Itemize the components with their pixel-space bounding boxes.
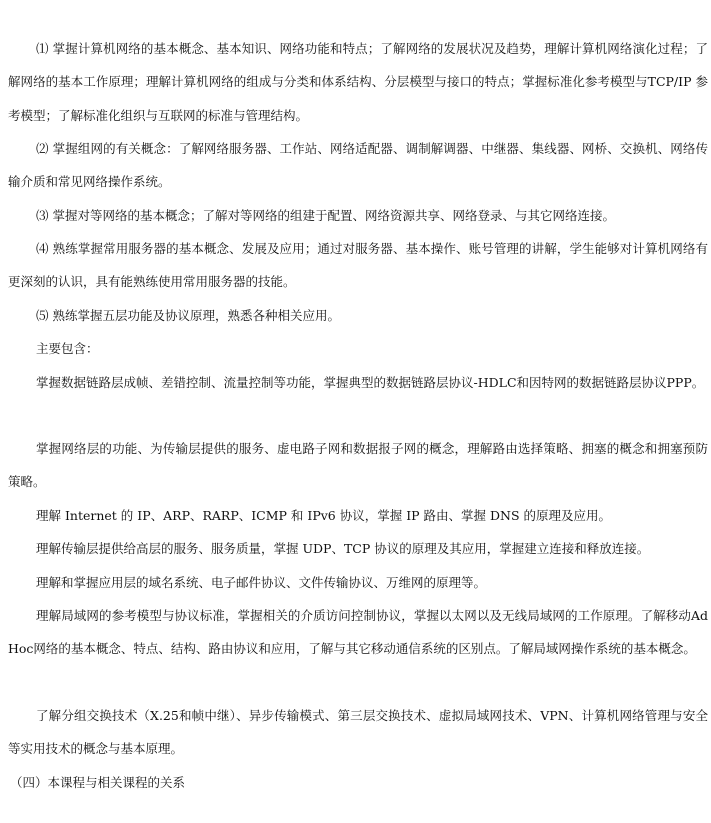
- paragraph-1: ⑴ 掌握计算机网络的基本概念、基本知识、网络功能和特点；了解网络的发展状况及趋势，理解计算机网络演化过程；了解网络的基本工作原理；理解计算机网络的组成与分类和体系结构、分层模型与接口的特点；掌握标准化参考模型与TCP/IP 参考模型；了解标准化组织与互联网的标准与管理结构。: [8, 41, 708, 123]
- paragraph-13: 了解分组交换技术（X.25和帧中继）、异步传输模式、第三层交换技术、虚拟局域网技术、VPN、计算机网络管理与安全等实用技术的概念与基本原理。: [8, 708, 708, 757]
- paragraph-9: 理解 Internet 的 IP、ARP、RARP、ICMP 和 IPv6 协议，掌握 IP 路由、掌握 DNS 的原理及应用。: [36, 508, 611, 523]
- section-heading: （四）本课程与相关课程的关系: [10, 775, 186, 790]
- paragraph-5: ⑸ 熟练掌握五层功能及协议原理，熟悉各种相关应用。: [36, 308, 340, 323]
- paragraph-8: 掌握网络层的功能、为传输层提供的服务、虚电路子网和数据报子网的概念，理解路由选择策略、拥塞的概念和拥塞预防策略。: [8, 441, 708, 490]
- paragraph-11: 理解和掌握应用层的域名系统、电子邮件协议、文件传输协议、万维网的原理等。: [36, 575, 487, 590]
- paragraph-4: ⑷ 熟练掌握常用服务器的基本概念、发展及应用；通过对服务器、基本操作、账号管理的讲解，学生能够对计算机网络有更深刻的认识，具有能熟练使用常用服务器的技能。: [8, 241, 708, 290]
- paragraph-3: ⑶ 掌握对等网络的基本概念；了解对等网络的组建于配置、网络资源共享、网络登录、与其它网络连接。: [36, 208, 615, 223]
- paragraph-7: 掌握数据链路层成帧、差错控制、流量控制等功能，掌握典型的数据链路层协议-HDLC和因特网的数据链路层协议PPP。: [36, 375, 705, 390]
- paragraph-10: 理解传输层提供给高层的服务、服务质量，掌握 UDP、TCP 协议的原理及其应用，掌握建立连接和释放连接。: [36, 541, 650, 556]
- paragraph-6: 主要包含：: [36, 341, 99, 356]
- paragraph-12: 理解局域网的参考模型与协议标准，掌握相关的介质访问控制协议，掌握以太网以及无线局域网的工作原理。了解移动Ad Hoc网络的基本概念、特点、结构、路由协议和应用，了解与其它移动通信系统的区别点。了解局域网操作系统的基本概念。: [8, 608, 708, 657]
- paragraph-2: ⑵ 掌握组网的有关概念：了解网络服务器、工作站、网络适配器、调制解调器、中继器、集线器、网桥、交换机、网络传输介质和常见网络操作系统。: [8, 141, 708, 190]
